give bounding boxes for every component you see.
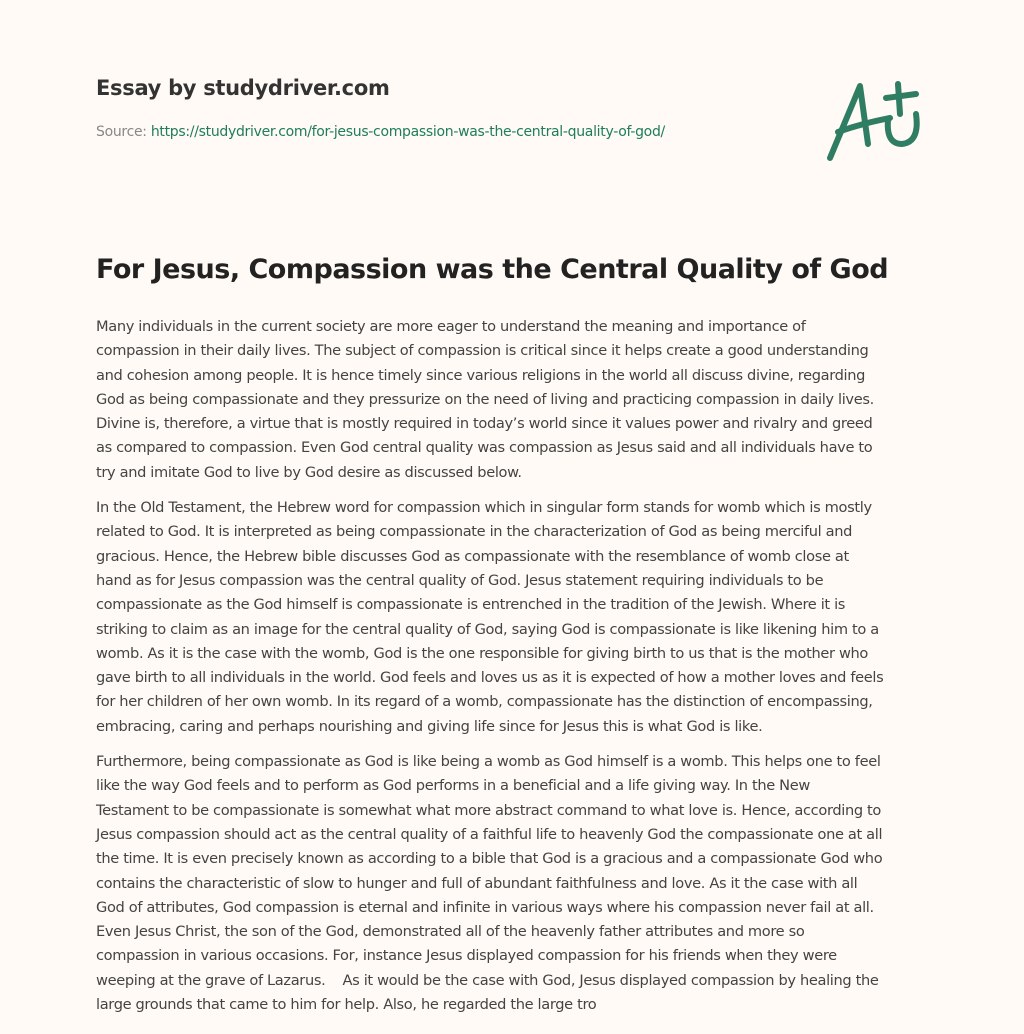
- paragraph-line: In the Old Testament, the Hebrew word for compassion which in singular form stands for womb which is mostly: [96, 499, 872, 517]
- paragraph-line: like the way God feels and to perform as God performs in a beneficial and a life giving way. In the New: [96, 777, 810, 795]
- a-plus-logo-icon: [820, 74, 930, 164]
- source-line: [96, 124, 665, 140]
- paragraph-line: and cohesion among people. It is hence timely since various religions in the world all discuss divine, regarding: [96, 366, 866, 384]
- source-link[interactable]: https://studydriver.com/for-jesus-compassion-was-the-central-quality-of-god/: [150, 124, 665, 140]
- paragraph-line: compassionate as the God himself is compassionate is entrenched in the tradition of the Jewish. Where it is: [96, 596, 846, 614]
- paragraph-line: for her children of her own womb. In its regard of a womb, compassionate has the distinction of encompassing,: [96, 693, 873, 711]
- essay-body: [96, 315, 946, 1028]
- paragraph-line: womb. As it is the case with the womb, God is the one responsible for giving birth to us that is the mother who: [96, 644, 869, 662]
- essay-paragraph: [96, 496, 946, 739]
- paragraph-line: embracing, caring and perhaps nourishing and giving life since for Jesus this is what God is like.: [96, 717, 763, 735]
- paragraph-line: try and imitate God to live by God desire as discussed below.: [96, 463, 522, 481]
- paragraph-line: compassion in their daily lives. The subject of compassion is critical since it helps create a good understanding: [96, 342, 869, 360]
- paragraph-line: Jesus compassion should act as the central quality of a faithful life to heavenly God the compassionate one at all: [96, 825, 883, 843]
- paragraph-line: gave birth to all individuals in the world. God feels and loves us as it is expected of how a mother loves and feels: [96, 669, 884, 687]
- essay-paragraph: [96, 750, 946, 1017]
- paragraph-line: related to God. It is interpreted as being compassionate in the characterization of God as being merciful and: [96, 523, 853, 541]
- paragraph-line: contains the characteristic of slow to hunger and full of abundant faithfulness and love. As it the case with all: [96, 874, 858, 892]
- essay-title: For Jesus, Compassion was the Central Quality of God: [96, 254, 889, 285]
- paragraph-line: Testament to be compassionate is somewhat what more abstract command to what love is. Hence, according to: [96, 801, 882, 819]
- paragraph-line: God of attributes, God compassion is eternal and infinite in various ways where his compassion never fail at all.: [96, 898, 874, 916]
- paragraph-line: Many individuals in the current society are more eager to understand the meaning and importance of: [96, 318, 806, 335]
- paragraph-line: the time. It is even precisely known as according to a bible that God is a gracious and a compassionate God who: [96, 850, 883, 868]
- paragraph-line: compassion in various occasions. For, instance Jesus displayed compassion for his friends when they were: [96, 947, 837, 965]
- paragraph-line: striking to claim as an image for the central quality of God, saying God is compassionate is like likening him to a: [96, 620, 879, 638]
- site-title: Essay by studydriver.com: [96, 76, 390, 100]
- paragraph-line: weeping at the grave of Lazarus. As it would be the case with God, Jesus displayed compassion by healing the: [96, 971, 879, 989]
- paragraph-line: large grounds that came to him for help. Also, he regarded the large tro: [96, 996, 597, 1014]
- paragraph-line: God as being compassionate and they pressurize on the need of living and practicing compassion in daily lives.: [96, 390, 874, 408]
- paragraph-line: Furthermore, being compassionate as God is like being a womb as God himself is a womb. This helps one to feel: [96, 753, 881, 771]
- source-label: Source:: [96, 124, 151, 140]
- paragraph-line: gracious. Hence, the Hebrew bible discusses God as compassionate with the resemblance of womb close at: [96, 547, 849, 565]
- paragraph-line: as compared to compassion. Even God central quality was compassion as Jesus said and all individuals have to: [96, 439, 873, 457]
- paragraph-line: hand as for Jesus compassion was the central quality of God. Jesus statement requiring individuals to be: [96, 571, 824, 589]
- paragraph-line: Divine is, therefore, a virtue that is mostly required in today’s world since it values power and rivalry and greed: [96, 415, 873, 433]
- paragraph-line: Even Jesus Christ, the son of the God, demonstrated all of the heavenly father attributes and more so: [96, 923, 805, 941]
- essay-paragraph: [96, 315, 946, 485]
